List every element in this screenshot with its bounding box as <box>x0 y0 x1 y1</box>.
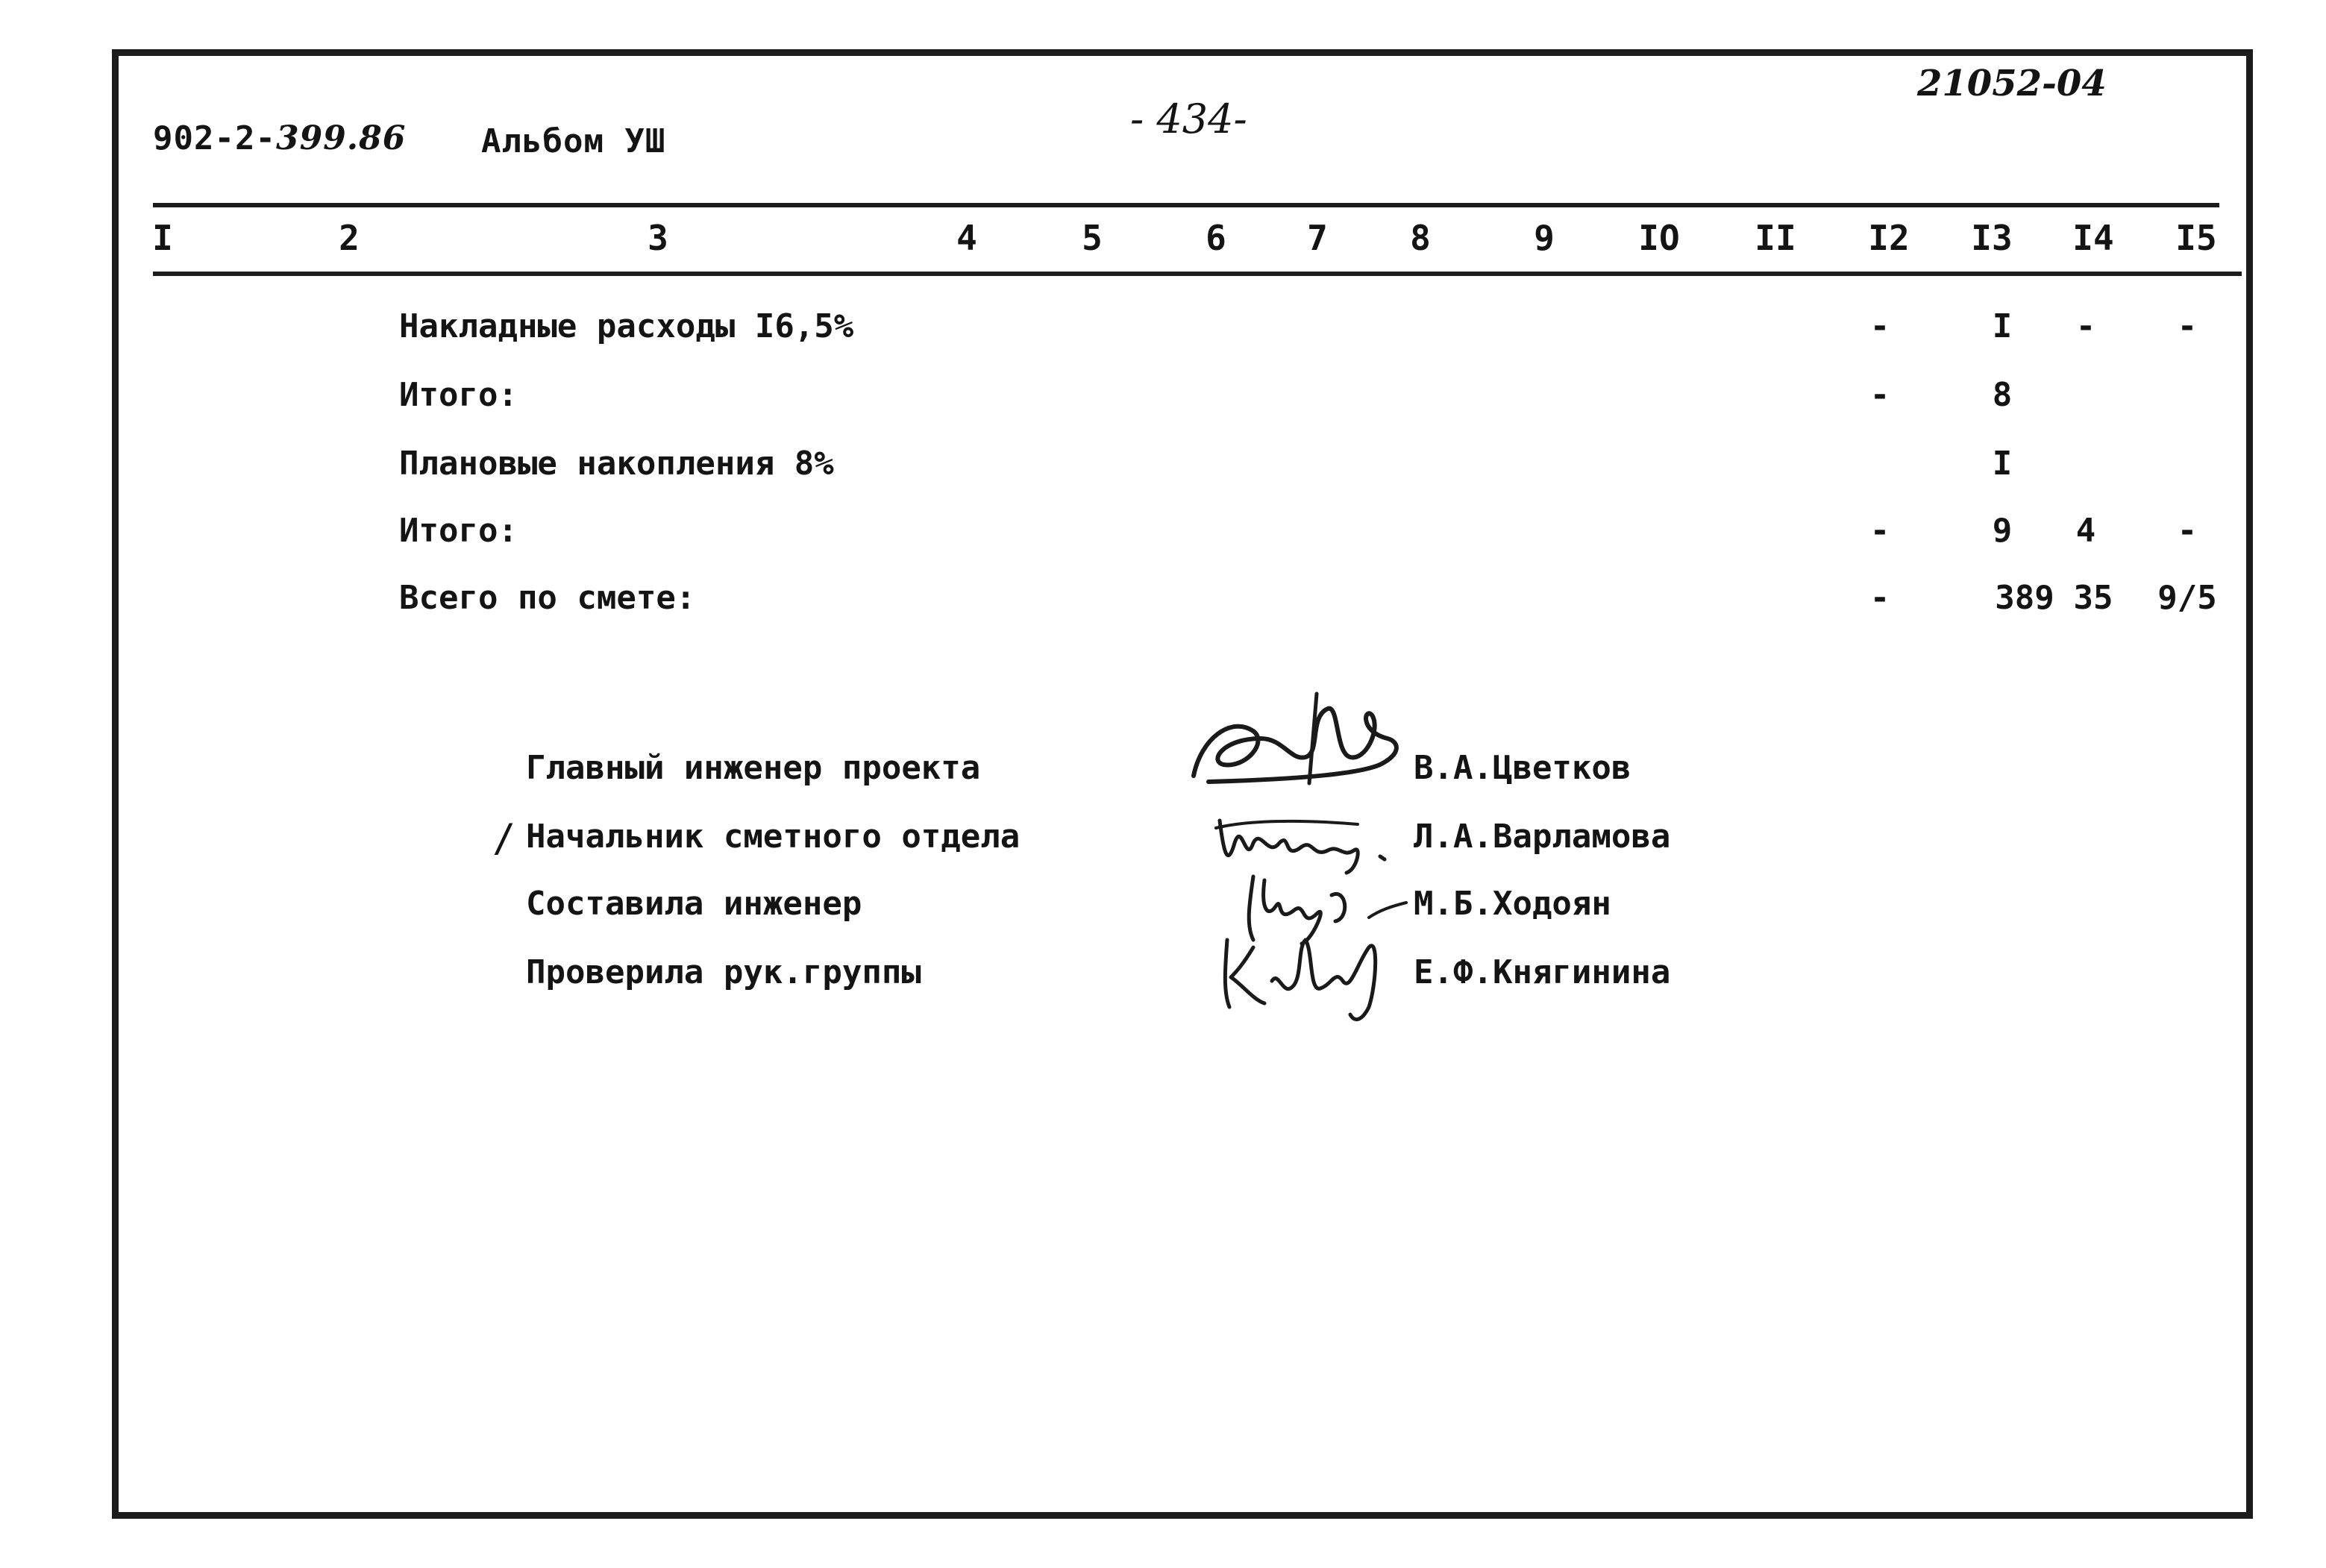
column-number: 9 <box>1534 218 1555 258</box>
cell-col13: 9 <box>1992 512 2013 550</box>
cell-col14: 35 <box>2073 579 2113 617</box>
signature-mark <box>1179 686 1410 798</box>
cell-col14: 4 <box>2075 512 2096 550</box>
column-number: 5 <box>1082 218 1103 258</box>
column-number: I2 <box>1868 218 1910 258</box>
row-label: Накладные расходы I6,5% <box>399 307 854 345</box>
document-code: 21052-04 <box>1917 63 2107 104</box>
column-number: I <box>152 218 173 258</box>
header-rule-top <box>153 203 2219 207</box>
signature-name: М.Б.Ходоян <box>1414 885 1611 923</box>
column-number: 3 <box>648 218 668 258</box>
cell-col13: 8 <box>1992 376 2013 414</box>
project-code <box>153 119 406 157</box>
album-label: Альбом УШ <box>481 122 666 160</box>
cell-col13: I <box>1992 307 2013 345</box>
column-number: IO <box>1638 218 1680 258</box>
column-number: II <box>1755 218 1796 258</box>
column-number: I4 <box>2072 218 2114 258</box>
cell-col15: - <box>2177 307 2198 345</box>
header-rule-bottom <box>153 272 2242 276</box>
column-number: 4 <box>956 218 977 258</box>
column-number: 2 <box>339 218 360 258</box>
column-number: I5 <box>2175 218 2217 258</box>
signature-name: Л.А.Варламова <box>1414 818 1671 856</box>
cell-col15: - <box>2177 512 2198 550</box>
page-number: - 434- <box>1130 95 1247 142</box>
row-label: Итого: <box>399 512 518 550</box>
signature-title: Проверила рук.группы <box>526 953 921 991</box>
project-code-prefix: 902-2- <box>153 119 276 157</box>
column-number: 8 <box>1410 218 1431 258</box>
signature-mark <box>1209 918 1425 1029</box>
cell-col12: - <box>1869 579 1890 617</box>
signature-title: Главный инженер проекта <box>526 749 981 787</box>
cell-col12: - <box>1869 307 1890 345</box>
column-number: 7 <box>1307 218 1328 258</box>
cell-col12: - <box>1869 512 1890 550</box>
column-number: I3 <box>1971 218 2013 258</box>
cell-col14: - <box>2075 307 2096 345</box>
margin-mark: / <box>492 816 516 861</box>
row-label: Плановые накопления 8% <box>399 445 834 483</box>
signature-name: В.А.Цветков <box>1414 749 1631 787</box>
cell-col12: - <box>1869 376 1890 414</box>
row-label: Итого: <box>399 376 518 414</box>
project-code-suffix: 399.86 <box>275 119 407 157</box>
signature-title: Составила инженер <box>526 885 862 923</box>
signature-name: Е.Ф.Княгинина <box>1414 953 1671 991</box>
cell-col15: 9/5 <box>2157 579 2217 617</box>
signature-title: Начальник сметного отдела <box>526 818 1021 856</box>
row-label: Всего по смете: <box>399 579 696 617</box>
column-number: 6 <box>1206 218 1226 258</box>
cell-col13: I <box>1992 445 2013 483</box>
cell-col13: 389 <box>1995 579 2054 617</box>
